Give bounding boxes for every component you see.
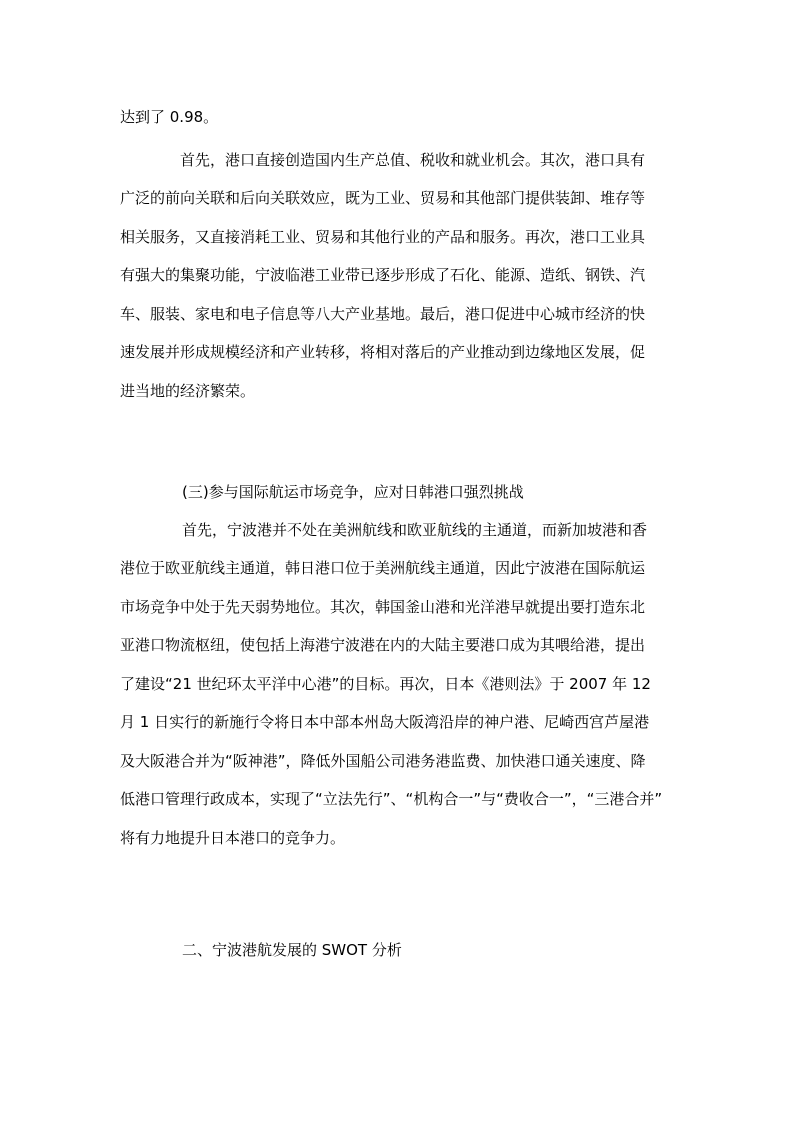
body-text-line: 车、服装、家电和电子信息等八大产业基地。最后，港口促进中心城市经济的快 <box>120 305 646 323</box>
body-text-line: 港位于欧亚航线主通道，韩日港口位于美洲航线主通道，因此宁波港在国际航运 <box>120 559 646 577</box>
body-text-line: 市场竞争中处于先天弱势地位。其次，韩国釜山港和光洋港早就提出要打造东北 <box>120 598 646 616</box>
body-text-line: 及大阪港合并为“阪神港”，降低外国船公司港务港监费、加快港口通关速度、降 <box>120 752 646 770</box>
body-text-line: 相关服务，又直接消耗工业、贸易和其他行业的产品和服务。再次，港口工业具 <box>120 228 646 246</box>
body-text-line: 月 1 日实行的新施行令将日本中部本州岛大阪湾沿岸的神户港、尼崎西宫芦屋港 <box>120 713 650 731</box>
body-text-line: 首先，港口直接创造国内生产总值、税收和就业机会。其次，港口具有 <box>180 151 646 169</box>
chapter-heading: 二、宁波港航发展的 SWOT 分析 <box>182 941 402 959</box>
section-heading: (三)参与国际航运市场竞争，应对日韩港口强烈挑战 <box>182 483 524 501</box>
body-text-line: 首先，宁波港并不处在美洲航线和欧亚航线的主通道，而新加坡港和香 <box>182 521 648 539</box>
body-text-line: 广泛的前向关联和后向关联效应，既为工业、贸易和其他部门提供装卸、堆存等 <box>120 189 646 207</box>
body-text-line: 达到了 0.98。 <box>120 108 219 126</box>
body-text-line: 了建设“21 世纪环太平洋中心港”的目标。再次，日本《港则法》于 2007 年 12 <box>120 675 651 693</box>
body-text-line: 将有力地提升日本港口的竞争力。 <box>120 829 346 847</box>
body-text-line: 进当地的经济繁荣。 <box>120 382 256 400</box>
body-text-line: 速发展并形成规模经济和产业转移，将相对落后的产业推动到边缘地区发展，促 <box>120 343 646 361</box>
body-text-line: 有强大的集聚功能，宁波临港工业带已逐步形成了石化、能源、造纸、钢铁、汽 <box>120 266 646 284</box>
body-text-line: 低港口管理行政成本，实现了“立法先行”、“机构合一”与“费收合一”，“三港合并” <box>120 790 663 808</box>
body-text-line: 亚港口物流枢纽，使包括上海港宁波港在内的大陆主要港口成为其喂给港，提出 <box>120 636 646 654</box>
